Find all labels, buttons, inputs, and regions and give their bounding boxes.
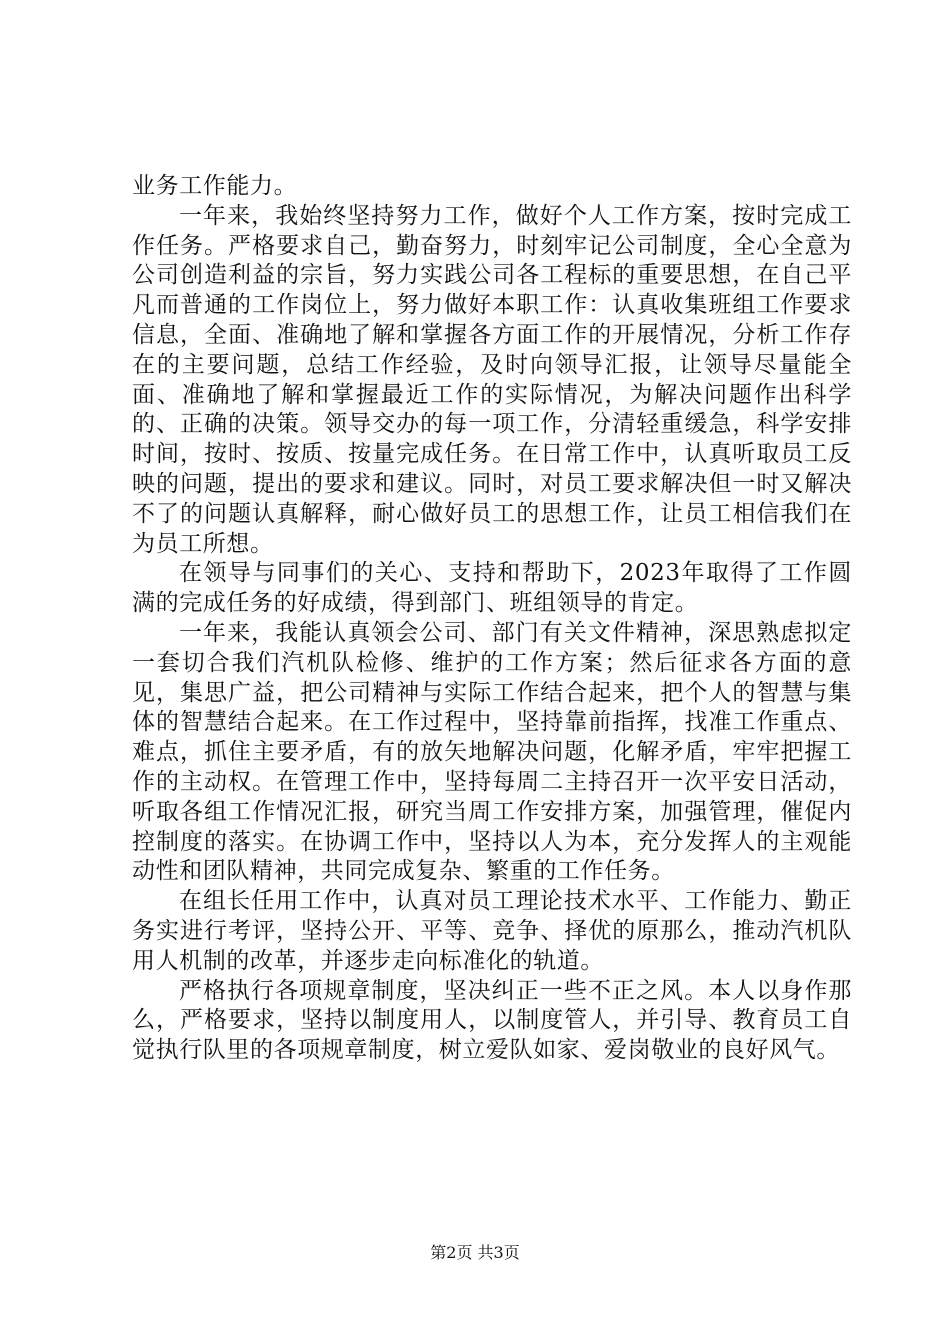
paragraph-2: 一年来，我始终坚持努力工作，做好个人工作方案，按时完成工作任务。严格要求自己，勤奋努力，时刻牢记公司制度，全心全意为公司创造利益的宗旨，努力实践公司各工程标的重要思想，在自己平凡而普通的工作岗位上，努力做好本职工作：认真收集班组工作要求信息，全面、准确地了解和掌握各方面工作的开展情况，分析工作存在的主要问题，总结工作经验，及时向领导汇报，让领导尽量能全面、准确地了解和掌握最近工作的实际情况，为解决问题作出科学的、正确的决策。领导交办的每一项工作，分清轻重缓急，科学安排时间，按时、按质、按量完成任务。在日常工作中，认真听取员工反映的问题，提出的要求和建议。同时，对员工要求解决但一时又解决不了的问题认真解释，耐心做好员工的思想工作，让员工相信我们在为员工所想。 <box>132 202 852 557</box>
paragraph-1: 业务工作能力。 <box>132 173 298 199</box>
paragraph-6: 严格执行各项规章制度，坚决纠正一些不正之风。本人以身作那么，严格要求，坚持以制度用人，以制度管人，并引导、教育员工自觉执行队里的各项规章制度，树立爱队如家、爱岗敬业的良好风气。 <box>132 977 852 1064</box>
document-body <box>132 172 852 1066</box>
page-number-footer: 第2页 共3页 <box>430 1243 520 1262</box>
paragraph-5: 在组长任用工作中，认真对员工理论技术水平、工作能力、勤正务实进行考评，坚持公开、平等、竞争、择优的原那么，推动汽机队用人机制的改革，并逐步走向标准化的轨道。 <box>132 888 852 974</box>
paragraph-3: 在领导与同事们的关心、支持和帮助下，2023年取得了工作圆满的完成任务的好成绩，得到部门、班组领导的肯定。 <box>132 560 852 617</box>
paragraph-4: 一年来，我能认真领会公司、部门有关文件精神，深思熟虑拟定一套切合我们汽机队检修、维护的工作方案；然后征求各方面的意见，集思广益，把公司精神与实际工作结合起来，把个人的智慧与集体的智慧结合起来。在工作过程中，坚持靠前指挥，找准工作重点、难点，抓住主要矛盾，有的放矢地解决问题，化解矛盾，牢牢把握工作的主动权。在管理工作中，坚持每周二主持召开一次平安日活动，听取各组工作情况汇报，研究当周工作安排方案，加强管理，催促内控制度的落实。在协调工作中，坚持以人为本，充分发挥人的主观能动性和团队精神，共同完成复杂、繁重的工作任务。 <box>132 619 852 885</box>
